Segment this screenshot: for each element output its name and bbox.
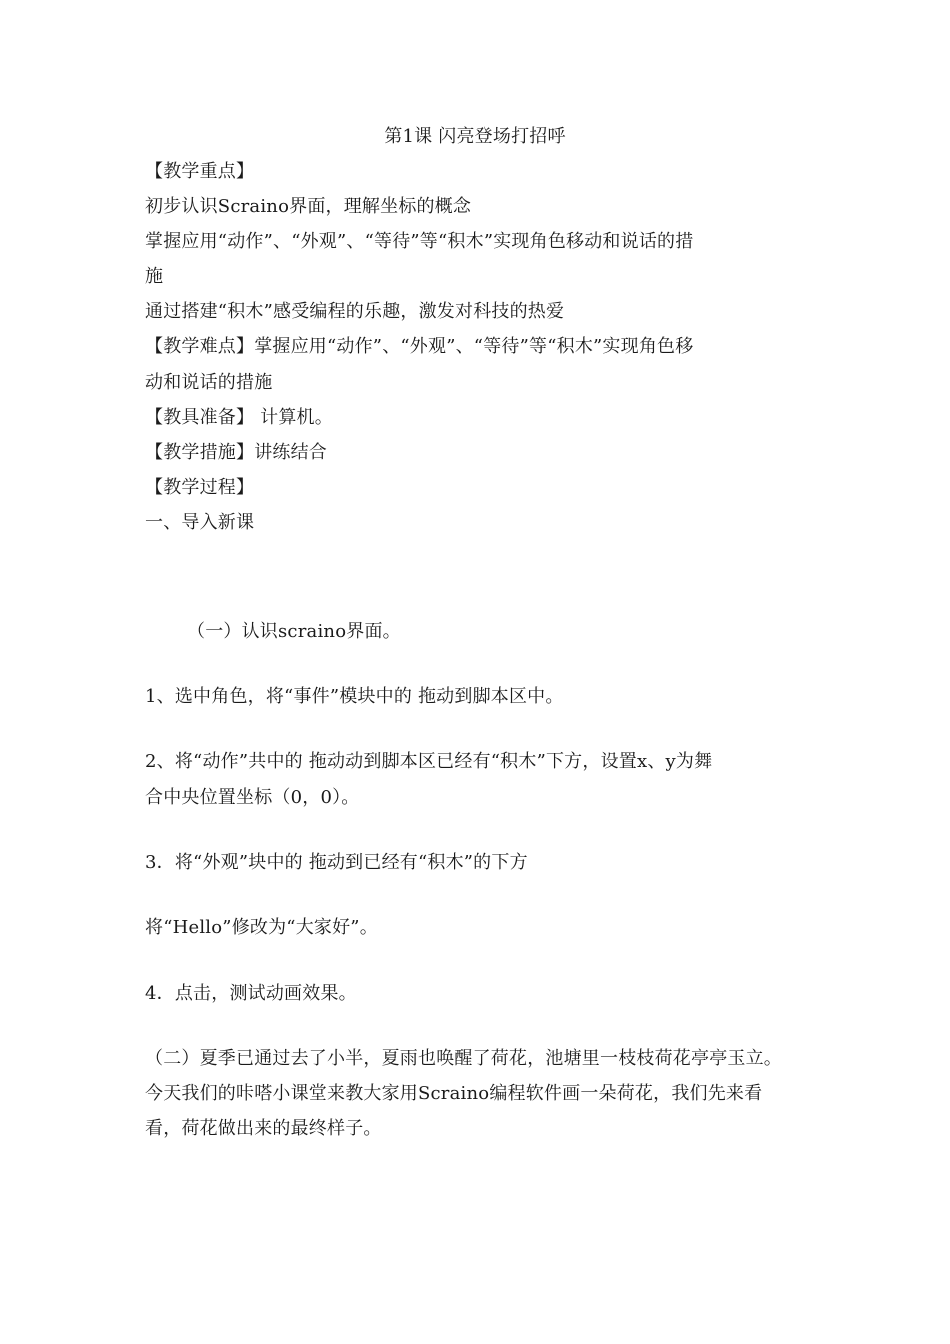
step-line: 2、将“动作”共中的 拖动动到脚本区已经有“积木”下方，设置x、y为舞 — [145, 751, 713, 772]
paragraph-line: 看，荷花做出来的最终样子。 — [145, 1118, 382, 1139]
paragraph-line: 今天我们的咔嗒小课堂来教大家用Scraino编程软件画一朵荷花，我们先来看 — [145, 1083, 763, 1104]
step-line: 3．将“外观”块中的 拖动到已经有“积木”的下方 — [145, 852, 528, 873]
section-heading: 一、导入新课 — [145, 512, 255, 533]
step-line: 合中央位置坐标（0，0）。 — [145, 787, 360, 808]
subsection-heading: （一）认识scraino界面。 — [187, 621, 401, 642]
step-line: 1、选中角色，将“事件”模块中的 拖动到脚本区中。 — [145, 686, 564, 707]
text-line: 动和说话的措施 — [145, 372, 273, 393]
paragraph-line: （二）夏季已通过去了小半，夏雨也唤醒了荷花，池塘里一枝枝荷花亭亭玉立。 — [145, 1048, 782, 1069]
text-line: 初步认识Scraino界面，理解坐标的概念 — [145, 196, 472, 217]
text-line: 掌握应用“动作”、“外观”、“等待”等“积木”实现角色移动和说话的措 — [145, 231, 694, 252]
heading-difficulties: 【教学难点】掌握应用“动作”、“外观”、“等待”等“积木”实现角色移 — [145, 336, 694, 357]
heading-key-points: 【教学重点】 — [145, 161, 255, 182]
heading-teaching-aids: 【教具准备】 计算机。 — [145, 407, 333, 428]
heading-teaching-process: 【教学过程】 — [145, 477, 255, 498]
step-line: 4．点击，测试动画效果。 — [145, 983, 357, 1004]
document-title: 第1课 闪亮登场打招呼 — [384, 126, 566, 147]
heading-teaching-methods: 【教学措施】讲练结合 — [145, 442, 327, 463]
text-line: 施 — [145, 266, 164, 287]
text-line: 通过搭建“积木”感受编程的乐趣，激发对科技的热爱 — [145, 301, 565, 322]
step-line: 将“Hello”修改为“大家好”。 — [145, 917, 378, 938]
